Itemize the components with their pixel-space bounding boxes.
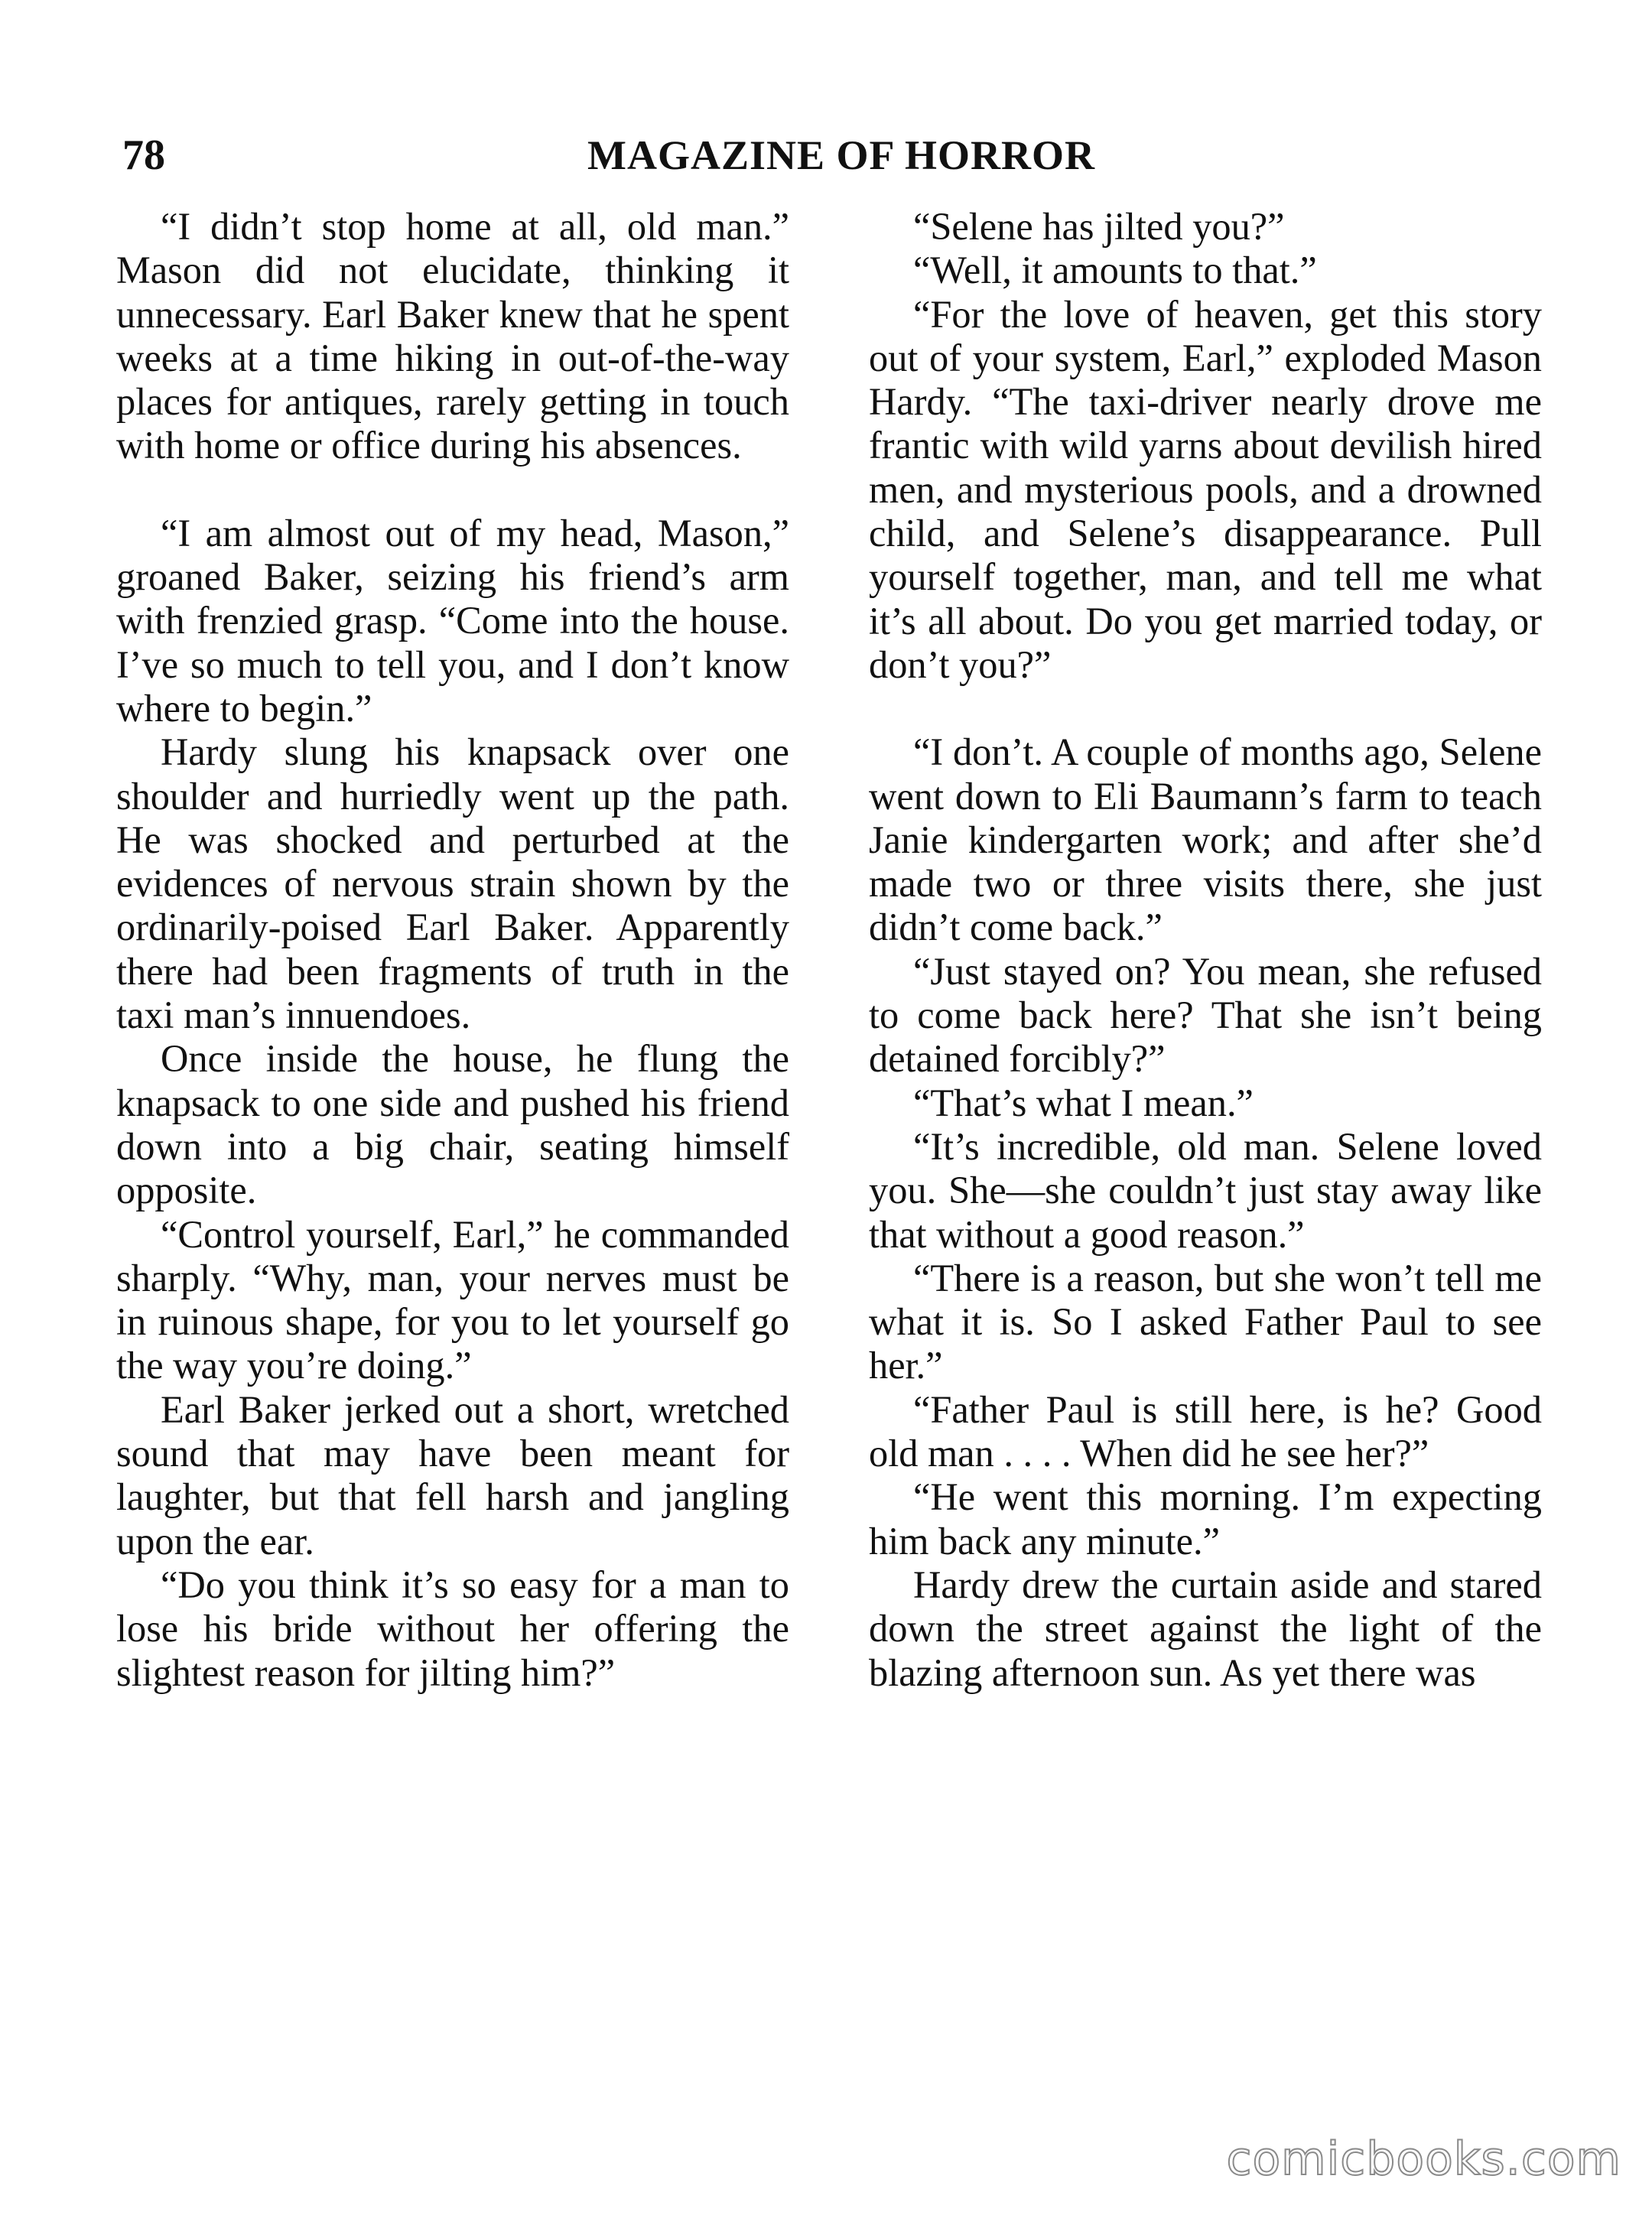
paragraph: “That’s what I mean.” [913,1081,1254,1124]
paragraph: “It’s incredible, old man. Selene loved you. She—she couldn’t just stay away like that without a good reason.” [869,1124,1542,1256]
paragraph: “Do you think it’s so easy for a man to lose his bride without her offering the slightest reason for jilting him?” [116,1563,789,1694]
paragraph: Hardy drew the curtain aside and stared down the street against the light of the blazing afternoon sun. As yet there was [869,1563,1542,1694]
paragraph: “He went this morning. I’m expecting him back any minute.” [869,1475,1542,1563]
watermark: comicbooks.com [1226,2132,1621,2186]
paragraph: Once inside the house, he flung the knapsack to one side and pushed his friend down into a big chair, seating himself opposite. [116,1037,789,1212]
paragraph: Hardy slung his knapsack over one shoulder and hurriedly went up the path. He was shocked and perturbed at the evidences of nervous strain shown by the ordinarily-poised Earl Baker. Apparently there had been fragments of truth in the taxi man’s innuendoes. [116,730,789,1037]
paragraph: “Father Paul is still here, is he? Good old man . . . . When did he see her?” [869,1387,1542,1475]
paragraph: Earl Baker jerked out a short, wretched sound that may have been meant for laughter, but that fell harsh and jangling upon the ear. [116,1387,789,1563]
paragraph: “Just stayed on? You mean, she refused to come back here? That she isn’t being detained forcibly?” [869,949,1542,1081]
paragraph: “I am almost out of my head, Mason,” groaned Baker, seizing his friend’s arm with frenzied grasp. “Come into the house. I’ve so much to tell you, and I don’t know where to begin.” [116,511,789,730]
page-title: MAGAZINE OF HORROR [587,132,1095,178]
paragraph: “I don’t. A couple of months ago, Selene went down to Eli Baumann’s farm to teach Janie kindergarten work; and after she’d made two or three visits there, she just didn’t come back.” [869,730,1542,949]
right-column [869,205,1542,1695]
paragraph: “I didn’t stop home at all, old man.” Mason did not elucidate, thinking it unnecessary. Earl Baker knew that he spent weeks at a time hiking in out-of-the-way places for antiques, rarely getting in touch with home or office during his absences. [116,205,789,467]
page-header [122,128,1560,182]
paragraph: “For the love of heaven, get this story out of your system, Earl,” exploded Mason Hardy. “The taxi-driver nearly drove me frantic with wild yarns about devilish hired men, and mysterious pools, and a drowned child, and Selene’s disappearance. Pull yourself together, man, and tell me what it’s all about. Do you get married today, or don’t you?” [869,292,1542,686]
left-column [116,205,789,1695]
paragraph: “Selene has jilted you?” [913,205,1285,248]
paragraph: “There is a reason, but she won’t tell me what it is. So I asked Father Paul to see her.” [869,1256,1542,1387]
page-number: 78 [122,132,165,179]
paragraph: “Control yourself, Earl,” he commanded sharply. “Why, man, your nerves must be in ruinous shape, for you to let yourself go the way you’re doing.” [116,1212,789,1387]
paragraph: “Well, it amounts to that.” [913,249,1317,292]
